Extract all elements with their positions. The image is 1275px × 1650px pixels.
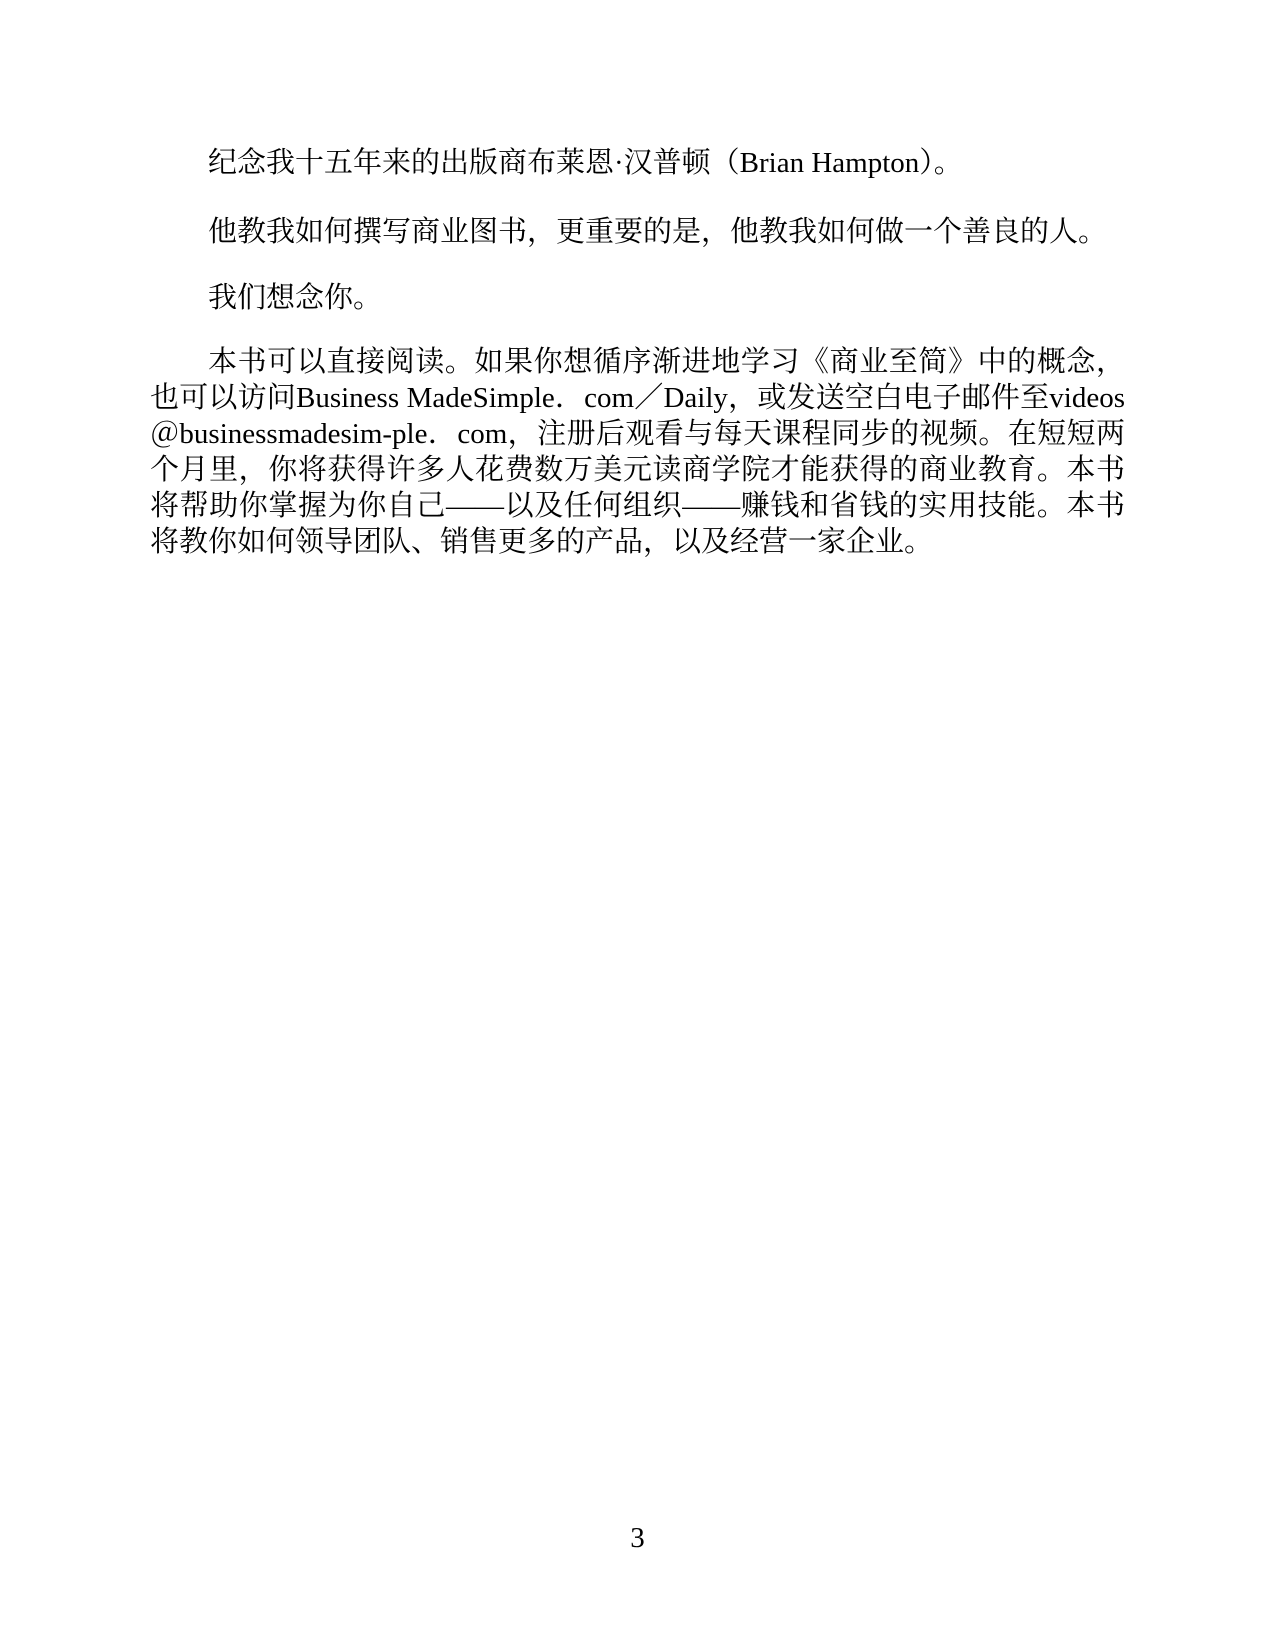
how-to-read-paragraph: 本书可以直接阅读。如果你想循序渐进地学习《商业至简》中的概念，也可以访问Business MadeSimple．com／Daily，或发送空白电子邮件至videos＠businessmadesim-ple．com，注册后观看与每天课程同步的视频。在短短两个月里，你将获得许多人花费数万美元读商学院才能获得的商业教育。本书将帮助你掌握为你自己——以及任何组织——赚钱和省钱的实用技能。本书将教你如何领导团队、销售更多的产品，以及经营一家企业。: [150, 346, 1125, 558]
page-number: 3: [630, 1522, 645, 1554]
page-body: [150, 145, 1125, 560]
acknowledgement-paragraph: 他教我如何撰写商业图书，更重要的是，他教我如何做一个善良的人。: [208, 216, 1108, 248]
dedication-paragraph: 纪念我十五年来的出版商布莱恩·汉普顿（Brian Hampton）。: [208, 147, 963, 179]
we-miss-you-paragraph: 我们想念你。: [208, 282, 383, 314]
